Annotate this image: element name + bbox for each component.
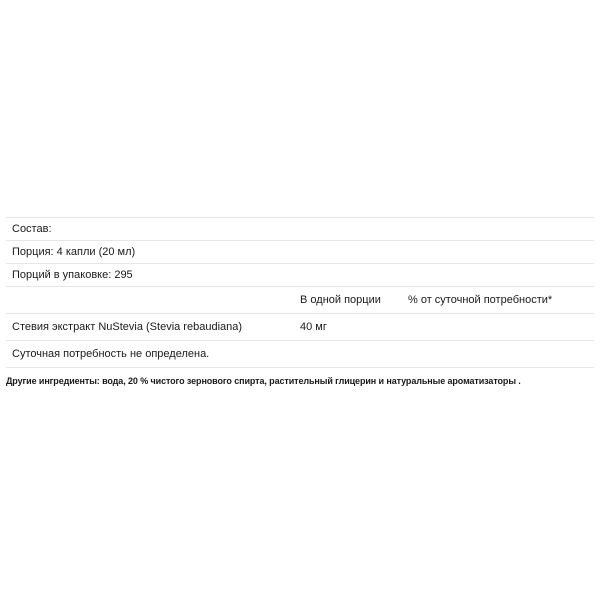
other-ingredients: Другие ингредиенты: вода, 20 % чистого зернового спирта, растительный глицерин и натуральные ароматизаторы . [6,376,521,386]
footnote-row [6,341,594,368]
daily-value-footnote: Суточная потребность не определена. [6,341,594,368]
supplement-facts [6,217,594,387]
header-empty-cell [6,287,294,314]
composition-label: Состав: [6,218,594,241]
nutrient-amount: 40 мг [294,314,402,341]
serving-size: Порция: 4 капли (20 мл) [6,241,594,264]
nutrient-row [6,314,594,341]
nutrient-daily-value [402,314,594,341]
composition-row [6,218,594,241]
serving-size-row [6,241,594,264]
supplement-facts-table [6,217,594,368]
header-per-serving: В одной порции [294,287,402,314]
servings-per-container: Порций в упаковке: 295 [6,264,594,287]
column-header-row [6,287,594,314]
servings-per-container-row [6,264,594,287]
header-daily-value: % от суточной потребности* [402,287,594,314]
nutrient-name: Стевия экстракт NuStevia (Stevia rebaudiana) [6,314,294,341]
